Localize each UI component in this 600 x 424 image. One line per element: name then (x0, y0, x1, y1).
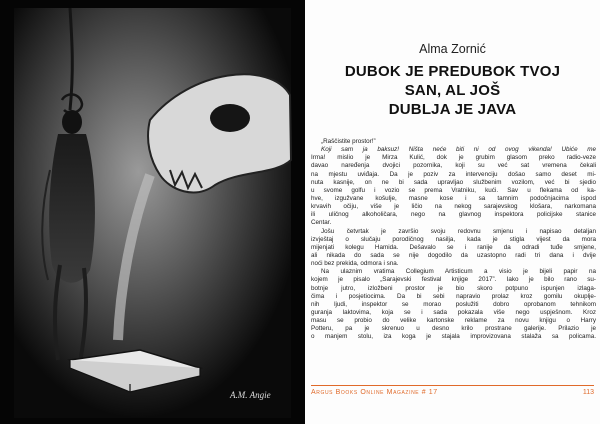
body-line: izvještaj o slučaju porodičnog nasilja, kada je stigla vijest da mora (311, 235, 596, 243)
footer-divider (311, 385, 594, 386)
body-line: ali nikada do sada se nije dogodilo da uzastopno radi tri dana i dvije (311, 251, 596, 259)
title-line: DUBLJA JE JAVA (388, 101, 517, 118)
body-line: mijenjati kolegu Hamida. Dešavalo se i ranije da odradi tuđe smjene, (311, 243, 596, 251)
body-line: davao naređenja dvojici pozornika, koji su već sat vremena čekali (311, 162, 596, 170)
body-line: nuta kasnije, on ne bi sada upravljao službenim vozilom, već bi sjedio (311, 178, 596, 186)
figure-body (49, 134, 95, 283)
figure-head (62, 110, 82, 134)
body-line: kojem je pisalo „Sarajevski festival knjige 2017”. Iako je bilo rano su- (311, 276, 596, 284)
body-line: Potteru, pa je skrenuo u desno krilo prostrane galerije. Prilazio je (311, 325, 596, 333)
body-line: noći bez prekida, odmora i sna. (311, 260, 399, 268)
body-line: botnje jutro, izložbeni prostor je bio skoro potpuno ispunjen izlaga- (311, 284, 596, 292)
body-line: Koji sam ja baksuz! Ništa neće biti ni od ovog vikenda! Ubiće me (321, 146, 596, 154)
page-footer (311, 389, 594, 396)
artist-signature: A.M. Angie (230, 390, 271, 400)
body-line: na mjestu uviđaja. Da je poziv za intervenciju došao samo deset mi- (311, 170, 596, 178)
story-title (325, 62, 580, 119)
body-line: masu se probio do velike kartonske reklame za novu knjigu o Harry (311, 317, 596, 325)
body-line: guranja laktovima, koja se i sada pokazala više nego uspješnom. Kroz (311, 308, 596, 316)
title-line: DUBOK JE PREDUBOK TVOJ (344, 63, 561, 80)
body-line: čima i posjetiocima. Da bi sebi napravio prolaz kroz gomilu okuplje- (311, 292, 596, 300)
title-line: SAN, AL JOŠ (404, 82, 501, 99)
body-line: krvavih očiju, više je ličio na nekog sarajevskog klošara, narkomana (311, 203, 596, 211)
page-number: 113 (582, 389, 594, 396)
magazine-name: Argus Books Online Magazine # 17 (311, 389, 438, 396)
body-line: hve, izgužvane košulje, masne kose i sa tamnim podočnjacima ispod (311, 194, 596, 202)
body-line: „Raščistite prostor!” (321, 138, 376, 145)
body-line: u svome golfu i vozio se prema Vratniku, kući. Sav u flekama od ka- (311, 186, 596, 194)
body-line: Na ulaznim vratima Collegium Artisticum a visio je bijeli papir na (321, 268, 596, 276)
body-line: Irma! mislio je Mirza Kulić, dok je grubim glasom preko radio-veze (311, 154, 596, 162)
body-line: nih ljudi, inspektor se morao poslužiti dobro oprobanom tehnikom (311, 300, 596, 308)
author-name: Alma Zornić (419, 42, 486, 56)
story-body (311, 138, 596, 342)
body-line: o manjem stolu, iza koga je stajala improvizovana stalaža sa policama. (311, 333, 596, 341)
body-line: Jošu četvrtak je završio svoju redovnu smjenu i napisao detaljan (321, 227, 596, 235)
body-line: Centar. (311, 219, 332, 227)
text-page (305, 0, 600, 424)
body-line: ili uličnog alkoholičara, nego na glavnog inspektora policijske stanice (311, 211, 596, 219)
